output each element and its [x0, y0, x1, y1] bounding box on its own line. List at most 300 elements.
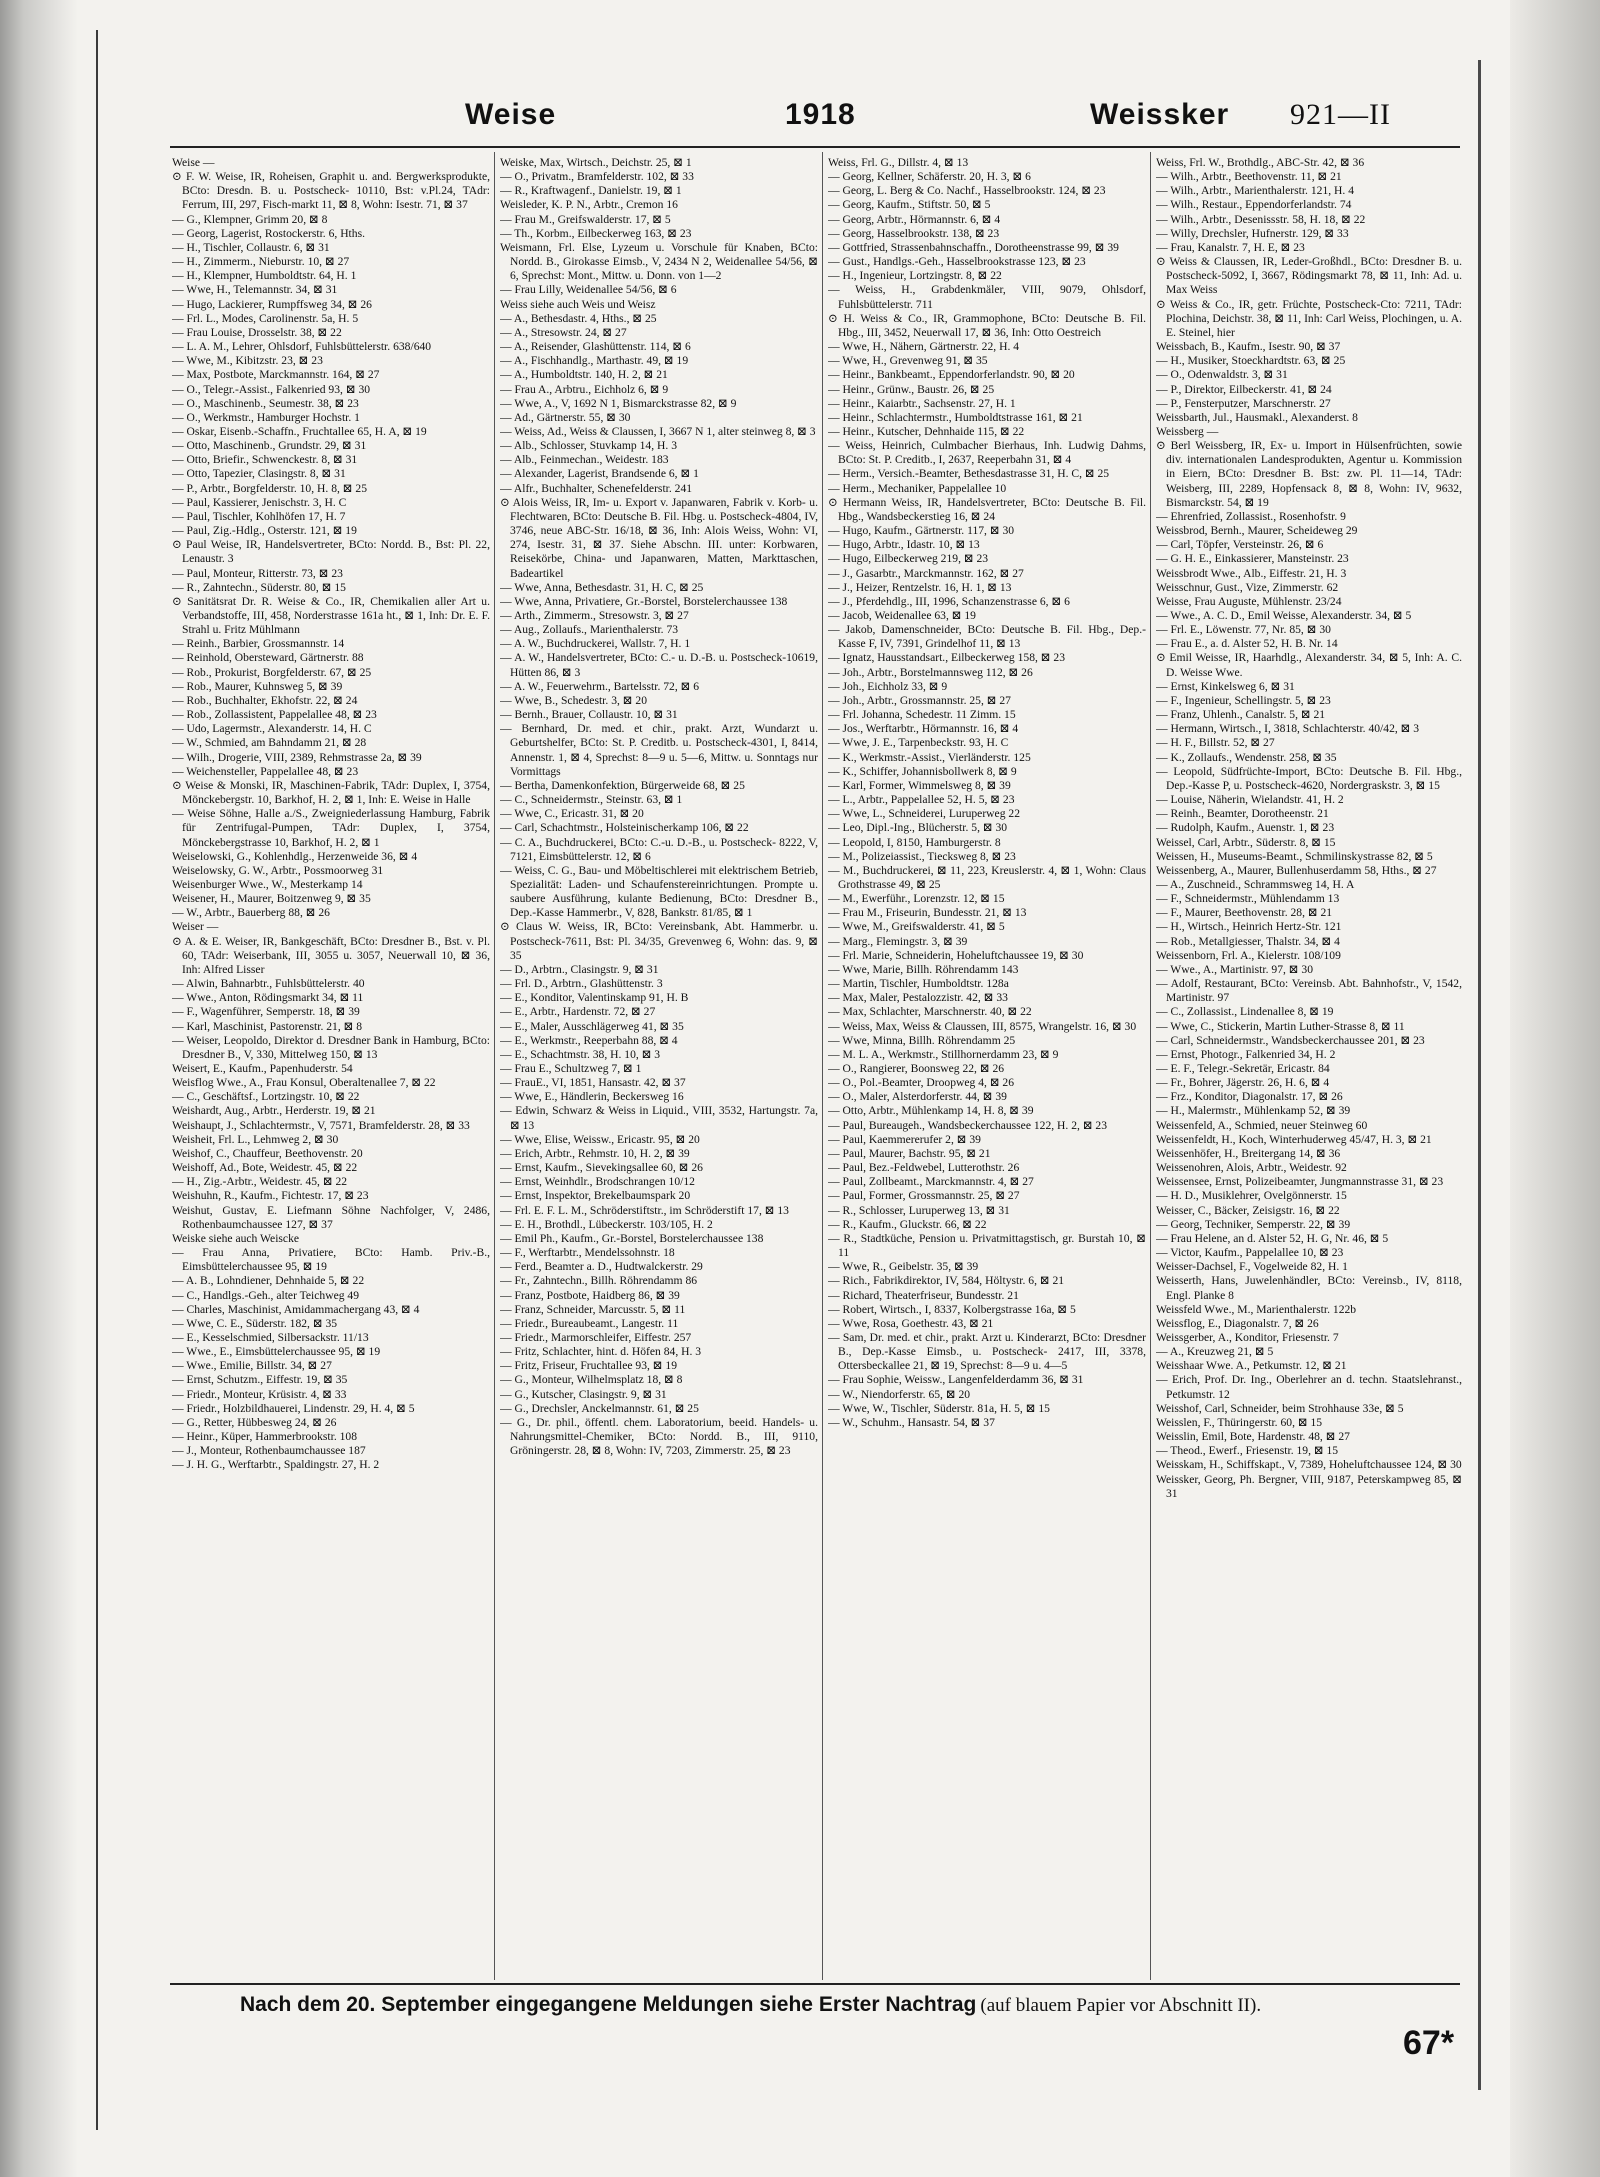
directory-entry: — Paul, Zollbeamt., Marckmannstr. 4, ⊠ 27 — [828, 1175, 1034, 1189]
directory-entry: — A., Bethesdastr. 4, Hths., ⊠ 25 — [500, 311, 657, 325]
directory-entry: — Franz, Postbote, Haidberg 86, ⊠ 39 — [500, 1288, 680, 1302]
directory-entry: — Emil Ph., Kaufm., Gr.-Borstel, Borstelerchaussee 138 — [500, 1231, 764, 1245]
directory-entry: — Wwe, A., V, 1692 N 1, Bismarckstrasse 82, ⊠ 9 — [500, 396, 737, 410]
directory-entry: — Wwe, L., Schneiderei, Luruperweg 22 — [828, 807, 1020, 821]
directory-entry: — A., Fischhandlg., Marthastr. 49, ⊠ 19 — [500, 354, 689, 368]
directory-entry: — Hermann, Wirtsch., I, 3818, Schlachterstr. 40/42, ⊠ 3 — [1156, 722, 1420, 736]
directory-entry: — Alexander, Lagerist, Brandsende 6, ⊠ 1 — [500, 467, 699, 481]
directory-entry: — Theod., Ewerf., Friesenstr. 19, ⊠ 15 — [1156, 1444, 1339, 1458]
directory-entry: — Edwin, Schwarz & Weiss in Liquid., VIII, 3532, Hartungstr. 7a, ⊠ 13 — [500, 1104, 818, 1132]
directory-entry: — Bernh., Brauer, Collaustr. 10, ⊠ 31 — [500, 708, 678, 722]
page-mark: 67* — [1403, 2024, 1455, 2062]
directory-entry: — Wilh., Arbtr., Marienthalerstr. 121, H. 4 — [1156, 184, 1354, 198]
directory-entry: — Carl, Schachtmstr., Holsteinischerkamp 106, ⊠ 22 — [500, 821, 749, 835]
directory-entry: — E. F., Telegr.-Sekretär, Ericastr. 84 — [1156, 1062, 1330, 1075]
directory-entry: — Reinhold, Obersteward, Gärtnerstr. 88 — [172, 651, 364, 665]
directory-entry: — Ignatz, Hausstandsart., Eilbeckerweg 158, ⊠ 23 — [828, 651, 1066, 665]
directory-entry: — O., Pol.-Beamter, Droopweg 4, ⊠ 26 — [828, 1076, 1015, 1090]
directory-entry: — Friedr., Holzbildhauerei, Lindenstr. 29, H. 4, ⊠ 5 — [172, 1401, 415, 1415]
directory-entry: Weishoff, Ad., Bote, Weidestr. 45, ⊠ 22 — [172, 1161, 358, 1175]
directory-entry: — M., Buchdruckerei, ⊠ 11, 223, Kreuslerstr. 4, ⊠ 1, Wohn: Claus Grothstrasse 49, ⊠ 25 — [828, 863, 1146, 891]
directory-entry: — Paul, Tischler, Kohlhöfen 17, H. 7 — [172, 509, 346, 523]
directory-entry: Weiss, Frl. W., Brothdlg., ABC-Str. 42, ⊠ 36 — [1156, 156, 1365, 169]
directory-entry: — J., Gasarbtr., Marckmannstr. 162, ⊠ 27 — [828, 566, 1024, 580]
directory-entry: — Wwe, W., Tischler, Süderstr. 81a, H. 5, ⊠ 15 — [828, 1401, 1050, 1415]
directory-entry: — Rudolph, Kaufm., Auenstr. 1, ⊠ 23 — [1156, 821, 1335, 835]
directory-entry: — Wwe, C., Stickerin, Martin Luther-Strasse 8, ⊠ 11 — [1156, 1019, 1405, 1033]
header-first-name: Weise — [465, 98, 557, 131]
directory-entry: — Karl, Maschinist, Pastorenstr. 21, ⊠ 8 — [172, 1019, 363, 1033]
directory-entry: — Fr., Zahntechn., Billh. Röhrendamm 86 — [500, 1274, 698, 1288]
directory-entry: — A., Kreuzweg 21, ⊠ 5 — [1156, 1345, 1274, 1359]
directory-entry: — Fritz, Schlachter, hint. d. Höfen 84, H. 3 — [500, 1345, 702, 1359]
directory-entry: — G., Retter, Hübbesweg 24, ⊠ 26 — [172, 1415, 337, 1429]
directory-entry: — Weise Söhne, Halle a./S., Zweigniederlassung Hamburg, Fabrik für Zentrifugal-Pumpen, TAdr: Duplex, I, 3754, Mönckebergstrasse 10, Barkhof, H. 2, ⊠ 1 — [172, 807, 490, 849]
directory-entry: — Wwe., A., Martinistr. 97, ⊠ 30 — [1156, 962, 1313, 976]
directory-entry: — E., Kesselschmied, Silbersackstr. 11/13 — [172, 1330, 369, 1344]
directory-entry: — Alfr., Buchhalter, Schenefelderstr. 241 — [500, 481, 693, 495]
directory-entry: — Heinr., Kutscher, Dehnhaide 115, ⊠ 22 — [828, 424, 1025, 438]
directory-entry: — Frau Louise, Drosselstr. 38, ⊠ 22 — [172, 325, 342, 339]
directory-entry: — Heinr., Grünw., Baustr. 26, ⊠ 25 — [828, 382, 995, 396]
directory-entry: — R., Stadtküche, Pension u. Privatmittagstisch, gr. Burstah 10, ⊠ 11 — [828, 1231, 1146, 1260]
directory-entry: — Herm., Versich.-Beamter, Bethesdastrasse 31, H. C, ⊠ 25 — [828, 467, 1110, 481]
directory-entry: — Frau Helene, an d. Alster 52, H. G, Nr. 46, ⊠ 5 — [1156, 1231, 1389, 1245]
directory-entry: — C., Zollassist., Lindenallee 8, ⊠ 19 — [1156, 1005, 1334, 1019]
directory-entry: — G., Dr. phil., öffentl. chem. Laboratorium, beeid. Handels- u. Nahrungsmittel-Chemiker, BCto: Nordd. B., III, 9110, Gröningerstr. 28, ⊠ 8, Wohn: IV, 7203, Zimmerstr. 25, ⊠ 23 — [500, 1415, 818, 1458]
directory-entry: Weissflog, E., Diagonalstr. 7, ⊠ 26 — [1156, 1316, 1319, 1330]
directory-entry: — Ernst, Kaufm., Sievekingsallee 60, ⊠ 26 — [500, 1161, 703, 1175]
directory-entry: — Herm., Mechaniker, Pappelallee 10 — [828, 481, 1007, 495]
directory-entry: — G. H. E., Einkassierer, Mansteinstr. 23 — [1156, 552, 1349, 566]
directory-entry: — C. A., Buchdruckerei, BCto: C.-u. D.-B., u. Postscheck- 8222, V, 7121, Eimsbüttelerstr. 12, ⊠ 6 — [500, 835, 818, 863]
book-spine-shadow — [0, 0, 78, 2177]
directory-entry: — Robert, Wirtsch., I, 8337, Kolbergstrasse 16a, ⊠ 5 — [828, 1302, 1076, 1316]
directory-entry: — G., Monteur, Wilhelmsplatz 18, ⊠ 8 — [500, 1373, 683, 1387]
directory-entry: — A., Humboldtstr. 140, H. 2, ⊠ 21 — [500, 368, 668, 382]
directory-entry: — Erich, Prof. Dr. Ing., Oberlehrer an d. techn. Staatslehranst., Petkumstr. 12 — [1156, 1373, 1462, 1401]
directory-entry: — E. H., Brothdl., Lübeckerstr. 103/105, H. 2 — [500, 1217, 713, 1231]
directory-entry: — Paul, Monteur, Ritterstr. 73, ⊠ 23 — [172, 566, 343, 580]
directory-entry: Weishof, C., Chauffeur, Beethovenstr. 20 — [172, 1146, 363, 1160]
directory-entry: — K., Werkmstr.-Assist., Vierländerstr. 125 — [828, 750, 1031, 764]
directory-entry: — Karl, Former, Wimmelsweg 8, ⊠ 39 — [828, 778, 1011, 792]
directory-entry: — Georg, Kellner, Schäferstr. 20, H. 3, ⊠ 6 — [828, 170, 1031, 184]
directory-entry: — H., Malermstr., Mühlenkamp 52, ⊠ 39 — [1156, 1104, 1351, 1118]
directory-entry: — Wwe., A. C. D., Emil Weisse, Alexanderstr. 34, ⊠ 5 — [1156, 609, 1412, 622]
directory-entry: — Paul, Bureaugeh., Wandsbeckerchaussee 122, H. 2, ⊠ 23 — [828, 1118, 1108, 1132]
directory-entry: — Hugo, Lackierer, Rumpffsweg 34, ⊠ 26 — [172, 297, 372, 311]
directory-entry: — Frau M., Greifswalderstr. 17, ⊠ 5 — [500, 212, 671, 226]
directory-entry: — Ad., Gärtnerstr. 55, ⊠ 30 — [500, 410, 631, 424]
column-1 — [172, 156, 490, 1976]
directory-entry: — Martin, Tischler, Humboldtstr. 128a — [828, 977, 1009, 991]
directory-entry: — Wwe, H., Telemannstr. 34, ⊠ 31 — [172, 283, 338, 297]
directory-entry: — Franz, Schneider, Marcusstr. 5, ⊠ 11 — [500, 1302, 686, 1316]
directory-entry: — O., Maler, Alsterdorferstr. 44, ⊠ 39 — [828, 1090, 1007, 1104]
directory-entry: — Heinr., Küper, Hammerbrookstr. 108 — [172, 1430, 358, 1444]
directory-entry: — Arth., Zimmerm., Stresowstr. 3, ⊠ 27 — [500, 609, 689, 622]
directory-entry: — K., Zollaufs., Wendenstr. 258, ⊠ 35 — [1156, 750, 1337, 764]
directory-entry: Weismann, Frl. Else, Lyzeum u. Vorschule für Knaben, BCto: Nordd. B., Girokasse Eimsb., V, 2434 N 2, Weidenallee 54/56, ⊠ 6, Sprechst: Mont., Mittw. u. Donn. von 1—2 — [500, 240, 818, 283]
directory-entry: — Georg, L. Berg & Co. Nachf., Hasselbrookstr. 124, ⊠ 23 — [828, 184, 1106, 198]
directory-entry: — W., Niendorferstr. 65, ⊠ 20 — [828, 1387, 971, 1401]
directory-entry: — Marg., Flemingstr. 3, ⊠ 39 — [828, 934, 968, 948]
directory-entry: — H., Musiker, Stoeckhardtstr. 63, ⊠ 25 — [1156, 354, 1346, 368]
directory-entry: — Franz, Uhlenh., Canalstr. 5, ⊠ 21 — [1156, 708, 1326, 722]
directory-entry: Weissen, H., Museums-Beamt., Schmilinskystrasse 82, ⊠ 5 — [1156, 849, 1433, 863]
directory-entry: — Otto, Maschinenb., Grundstr. 29, ⊠ 31 — [172, 439, 367, 453]
header-last-name: Weissker — [1090, 98, 1230, 131]
header-year: 1918 — [785, 98, 856, 131]
directory-entry: — Georg, Hasselbrookstr. 138, ⊠ 23 — [828, 226, 1000, 240]
directory-entry: — J., Pferdehdlg., III, 1996, Schanzenstrasse 6, ⊠ 6 — [828, 594, 1070, 608]
directory-entry: Weisser, C., Bäcker, Zeisigstr. 16, ⊠ 22 — [1156, 1203, 1340, 1217]
directory-entry: — L. A. M., Lehrer, Ohlsdorf, Fuhlsbüttelerstr. 638/640 — [172, 340, 432, 354]
directory-entry: — Wwe, Elise, Weissw., Ericastr. 95, ⊠ 20 — [500, 1132, 700, 1146]
directory-entry: — Weichensteller, Pappelallee 48, ⊠ 23 — [172, 764, 359, 778]
directory-entry: Weissbrod, Bernh., Maurer, Scheideweg 29 — [1156, 524, 1358, 538]
directory-entry: — Georg, Techniker, Semperstr. 22, ⊠ 39 — [1156, 1217, 1351, 1231]
directory-entry: — Ehrenfried, Zollassist., Rosenhofstr. 9 — [1156, 509, 1346, 523]
directory-entry: — Friedr., Bureaubeamt., Langestr. 11 — [500, 1316, 679, 1330]
directory-entry: — Heinr., Schlachtermstr., Humboldtstrasse 161, ⊠ 21 — [828, 410, 1083, 424]
directory-entry: — Paul, Kaemmererufer 2, ⊠ 39 — [828, 1132, 981, 1146]
directory-entry: — F., Wagenführer, Semperstr. 18, ⊠ 39 — [172, 1005, 360, 1019]
directory-entry: — Carl, Töpfer, Versteinstr. 26, ⊠ 6 — [1156, 538, 1324, 552]
directory-entry: — A. W., Handelsvertreter, BCto: C.- u. D.-B. u. Postscheck-10619, Hütten 86, ⊠ 3 — [500, 651, 818, 679]
header-rule — [170, 146, 1460, 148]
directory-entry: Weisshof, Carl, Schneider, beim Strohhause 33e, ⊠ 5 — [1156, 1401, 1404, 1415]
directory-entry: — R., Zahntechn., Süderstr. 80, ⊠ 15 — [172, 580, 346, 594]
directory-entry: Weisleder, K. P. N., Arbtr., Cremon 16 — [500, 198, 678, 212]
directory-entry: — Rob., Prokurist, Borgfelderstr. 67, ⊠ 25 — [172, 665, 372, 679]
directory-entry: — A. W., Feuerwehrm., Bartelsstr. 72, ⊠ 6 — [500, 679, 700, 693]
directory-entry: — Max, Postbote, Marckmannstr. 164, ⊠ 27 — [172, 368, 380, 382]
directory-entry: — Wilh., Arbtr., Desenissstr. 58, H. 18, ⊠ 22 — [1156, 212, 1366, 226]
directory-entry: — Jos., Werftarbtr., Hörmannstr. 16, ⊠ 4 — [828, 722, 1019, 736]
directory-entry: — Wwe, C. E., Süderstr. 182, ⊠ 35 — [172, 1316, 338, 1330]
column-separator — [494, 152, 495, 1980]
directory-entry: — P., Direktor, Eilbeckerstr. 41, ⊠ 24 — [1156, 382, 1332, 396]
directory-entry: Weisserth, Hans, Juwelenhändler, BCto: Vereinsb., IV, 8118, Engl. Planke 8 — [1156, 1274, 1462, 1302]
directory-entry: — A. B., Lohndiener, Dehnhaide 5, ⊠ 22 — [172, 1274, 365, 1288]
directory-entry: — Weiser, Leopoldo, Direktor d. Dresdner Bank in Hamburg, BCto: Dresdner B., V, 330, Mittelweg 150, ⊠ 13 — [172, 1033, 490, 1061]
directory-entry: ⊙ Weiss & Claussen, IR, Leder-Großhdl., BCto: Dresdner B. u. Postscheck-5092, I, 3667, Rödingsmarkt 78, ⊠ 11, Inh: Ad. u. Max Weiss — [1156, 255, 1462, 297]
directory-entry: — C., Geschäftsf., Lortzingstr. 10, ⊠ 22 — [172, 1090, 360, 1104]
directory-entry: — Wwe, Minna, Billh. Röhrendamm 25 — [828, 1033, 1016, 1047]
header-page-number: 921—II — [1290, 98, 1391, 131]
column-separator — [822, 152, 823, 1980]
directory-entry: — Paul, Zig.-Hdlg., Osterstr. 121, ⊠ 19 — [172, 524, 357, 538]
directory-entry: Weishardt, Aug., Arbtr., Herderstr. 19, ⊠ 21 — [172, 1104, 376, 1118]
directory-entry: — O., Privatm., Bramfelderstr. 102, ⊠ 33 — [500, 170, 694, 184]
directory-entry: — Joh., Arbtr., Grossmannstr. 25, ⊠ 27 — [828, 693, 1011, 707]
directory-entry: — J., Monteur, Rothenbaumchaussee 187 — [172, 1444, 366, 1458]
directory-entry: — E., Schachtmstr. 38, H. 10, ⊠ 3 — [500, 1047, 661, 1061]
directory-entry: — Wwe, J. E., Tarpenbeckstr. 93, H. C — [828, 736, 1009, 750]
directory-entry: — K., Schiffer, Johannisbollwerk 8, ⊠ 9 — [828, 764, 1017, 778]
directory-entry: — Ferd., Beamter a. D., Hudtwalckerstr. 29 — [500, 1260, 703, 1274]
directory-entry: — Georg, Kaufm., Stiftstr. 50, ⊠ 5 — [828, 198, 991, 212]
directory-entry: — Ernst, Kinkelsweg 6, ⊠ 31 — [1156, 679, 1295, 693]
directory-entry: — Erich, Arbtr., Rehmstr. 10, H. 2, ⊠ 39 — [500, 1146, 690, 1160]
directory-entry: — O., Rangierer, Boonsweg 22, ⊠ 26 — [828, 1062, 1005, 1075]
directory-entry: — FrauE., VI, 1851, Hansastr. 42, ⊠ 37 — [500, 1076, 686, 1090]
directory-entry: — Richard, Theaterfriseur, Bundesstr. 21 — [828, 1288, 1019, 1302]
directory-entry: — Th., Korbm., Eilbeckerweg 163, ⊠ 23 — [500, 226, 692, 240]
directory-entry: — Weiss, Ad., Weiss & Claussen, I, 3667 N 1, alter steinweg 8, ⊠ 3 — [500, 424, 816, 438]
directory-entry: Weissensee, Ernst, Polizeibeamter, Jungmannstrasse 31, ⊠ 23 — [1156, 1175, 1444, 1189]
directory-entry: — Fr., Bohrer, Jägerstr. 26, H. 6, ⊠ 4 — [1156, 1076, 1330, 1090]
directory-entry: — E., Werkmstr., Reeperbahn 88, ⊠ 4 — [500, 1033, 678, 1047]
directory-entry: — Wwe, M., Greifswalderstr. 41, ⊠ 5 — [828, 920, 1005, 934]
directory-entry: — Frau M., Friseurin, Bundesstr. 21, ⊠ 13 — [828, 906, 1027, 920]
directory-entry: ⊙ Hermann Weiss, IR, Handelsvertreter, BCto: Deutsche B. Fil. Hbg., Wandsbeckerstieg 16, ⊠ 24 — [828, 495, 1146, 523]
binding-edge — [96, 30, 98, 2130]
directory-entry: — Paul, Bez.-Feldwebel, Lutterothstr. 26 — [828, 1161, 1020, 1175]
directory-entry: Weishuhn, R., Kaufm., Fichtestr. 17, ⊠ 23 — [172, 1189, 369, 1203]
directory-entry: — Alb., Feinmechan., Weidestr. 183 — [500, 453, 669, 467]
directory-entry: ⊙ Sanitätsrat Dr. R. Weise & Co., IR, Chemikalien aller Art u. Verbandstoffe, III, 458, Norderstrasse 161a ht., ⊠ 1, Inh: Dr. E. F. Strahl u. Fritz Mühlmann — [172, 594, 490, 637]
directory-entry: ⊙ Alois Weiss, IR, Im- u. Export v. Japanwaren, Fabrik v. Korb- u. Flechtwaren, BCto: Deutsche B. Fil. Hbg. u. Postscheck-4804, IV, 3746, neue ABC-Str. 16/18, ⊠ 36, Inh: Alois Weiss, Wohn: VI, 274, Isestr. 31, ⊠ 37. Siehe Abschn. III. unter: Korbwaren, Reisekörbe, China- und Japanwaren, Matten, Markttaschen, Badeartikel — [500, 495, 818, 580]
directory-entry: — Reinh., Beamter, Dorotheenstr. 21 — [1156, 807, 1329, 821]
directory-entry: — Frz., Konditor, Diagonalstr. 17, ⊠ 26 — [1156, 1090, 1343, 1104]
directory-entry: — C., Handlgs.-Geh., alter Teichweg 49 — [172, 1288, 360, 1302]
directory-entry: — Hugo, Eilbeckerweg 219, ⊠ 23 — [828, 552, 989, 566]
directory-entry: Weisert, E., Kaufm., Papenhuderstr. 54 — [172, 1062, 353, 1075]
directory-entry: — Jacob, Weidenallee 63, ⊠ 19 — [828, 609, 976, 622]
directory-entry: Weisener, H., Maurer, Boitzenweg 9, ⊠ 35 — [172, 892, 371, 906]
directory-entry: — R., Kaufm., Gluckstr. 66, ⊠ 22 — [828, 1217, 987, 1231]
directory-entry: — Paul, Kassierer, Jenischstr. 3, H. C — [172, 495, 347, 509]
directory-entry: — Wwe, M., Kibitzstr. 23, ⊠ 23 — [172, 354, 323, 368]
directory-entry: Weissgerber, A., Konditor, Friesenstr. 7 — [1156, 1330, 1339, 1344]
directory-entry: — Frl. D., Arbtrn., Glashüttenstr. 3 — [500, 977, 663, 991]
directory-entry: — F., Ingenieur, Schellingstr. 5, ⊠ 23 — [1156, 693, 1331, 707]
directory-entry: Weissenberg, A., Maurer, Bullenhuserdamm 58, Hths., ⊠ 27 — [1156, 863, 1437, 877]
directory-entry: — Leo, Dipl.-Ing., Blücherstr. 5, ⊠ 30 — [828, 821, 1008, 835]
page-edge — [1478, 60, 1481, 2090]
directory-entry: — A., Stresowstr. 24, ⊠ 27 — [500, 325, 627, 339]
directory-entry: Weisse, Frau Auguste, Mühlenstr. 23/24 — [1156, 594, 1342, 608]
directory-entry: — Victor, Kaufm., Pappelallee 10, ⊠ 23 — [1156, 1246, 1344, 1260]
directory-entry: — M., Ewerführ., Lorenzstr. 12, ⊠ 15 — [828, 892, 1005, 906]
directory-entry: — Georg, Lagerist, Rostockerstr. 6, Hths. — [172, 226, 365, 240]
directory-entry: — Wwe, H., Grevenweg 91, ⊠ 35 — [828, 354, 988, 368]
directory-entry: Weissenborn, Frl. A., Kielerstr. 108/109 — [1156, 948, 1341, 962]
directory-entry: — Otto, Briefir., Schwenckestr. 8, ⊠ 31 — [172, 453, 358, 467]
directory-entry: — Aug., Zollaufs., Marienthalerstr. 73 — [500, 623, 679, 637]
directory-entry: Weiske siehe auch Weiscke — [172, 1231, 300, 1245]
directory-entry: — Paul, Maurer, Bachstr. 95, ⊠ 21 — [828, 1146, 991, 1160]
directory-entry: — Alb., Schlosser, Stuvkamp 14, H. 3 — [500, 439, 677, 453]
directory-entry: — Ernst, Photogr., Falkenried 34, H. 2 — [1156, 1047, 1336, 1061]
directory-entry: — Frau E., a. d. Alster 52, H. B. Nr. 14 — [1156, 637, 1338, 651]
directory-entry: — Leopold, I, 8150, Hamburgerstr. 8 — [828, 835, 1001, 849]
directory-entry: Weissbrodt Wwe., Alb., Eiffestr. 21, H. 3 — [1156, 566, 1347, 580]
directory-entry: — L., Arbtr., Pappelallee 52, H. 5, ⊠ 23 — [828, 793, 1015, 807]
directory-entry: — H. F., Billstr. 52, ⊠ 27 — [1156, 736, 1275, 750]
directory-entry: — Jakob, Damenschneider, BCto: Deutsche B. Fil. Hbg., Dep.-Kasse F, IV, 7391, Grindelhof 11, ⊠ 13 — [828, 623, 1146, 651]
directory-entry: Weisslen, F., Thüringerstr. 60, ⊠ 15 — [1156, 1415, 1323, 1429]
directory-entry: ⊙ F. W. Weise, IR, Roheisen, Graphit u. and. Bergwerksprodukte, BCto: Dresdn. B. u. Postscheck- 10110, Bst: v.Pl.24, TAdr: Ferrum, III, 297, Fisch-markt 11, ⊠ 8, Wohn: Isestr. 71, ⊠ 37 — [172, 170, 490, 212]
directory-entry: — Adolf, Restaurant, BCto: Vereinsb. Abt. Bahnhofstr., V, 1542, Martinistr. 97 — [1156, 977, 1462, 1005]
directory-entry: — Georg, Arbtr., Hörmannstr. 6, ⊠ 4 — [828, 212, 1001, 226]
column-4 — [1156, 156, 1462, 1976]
directory-entry: — M. L. A., Werkmstr., Stillhornerdamm 23, ⊠ 9 — [828, 1047, 1059, 1061]
directory-entry: — Sam, Dr. med. et chir., prakt. Arzt u. Kinderarzt, BCto: Dresdner B., Dep.-Kasse Eimsb., u. Postscheck- 2417, III, 3378, Ottersbeckallee 21, ⊠ 19, Sprechst: 8—9 u. 4—5 — [828, 1330, 1146, 1373]
directory-entry: — Fritz, Friseur, Fruchtallee 93, ⊠ 19 — [500, 1359, 678, 1373]
directory-entry: — Wwe, E., Händlerin, Beckersweg 16 — [500, 1090, 684, 1104]
directory-entry: ⊙ Emil Weisse, IR, Haarhdlg., Alexanderstr. 34, ⊠ 5, Inh: A. C. D. Weisse Wwe. — [1156, 651, 1462, 679]
directory-entry: Weissenhöfer, H., Breitergang 14, ⊠ 36 — [1156, 1146, 1341, 1160]
directory-entry: — F., Schneidermstr., Mühlendamm 13 — [1156, 892, 1340, 906]
directory-entry: — R., Kraftwagenf., Danielstr. 19, ⊠ 1 — [500, 184, 682, 198]
directory-entry: — A., Reisender, Glashüttenstr. 114, ⊠ 6 — [500, 340, 691, 354]
column-3 — [828, 156, 1146, 1976]
directory-entry: — O., Odenwaldstr. 3, ⊠ 31 — [1156, 368, 1288, 382]
directory-entry: — Wwe, Anna, Privatiere, Gr.-Borstel, Borstelerchaussee 138 — [500, 594, 788, 608]
directory-entry: ⊙ Claus W. Weiss, IR, BCto: Vereinsbank, Abt. Hammerbr. u. Postscheck-7611, Bst: Pl. 34/35, Grevenweg 6, Wohn: das. 9, ⊠ 35 — [500, 920, 818, 962]
directory-entry: — Weiss, C. G., Bau- und Möbeltischlerei mit elektrischem Betrieb, Spezialität: Laden- und Schaufenstereinrichtungen. Prompte u. saubere Ausführung, kulante Bedienung, BCto: Dresdner B., Dep.-Kasse Hammerbr., V, 828, Bankstr. 81/85, ⊠ 1 — [500, 863, 818, 920]
directory-entry: ⊙ A. & E. Weiser, IR, Bankgeschäft, BCto: Dresdner B., Bst. v. Pl. 60, TAdr: Weiserbank, III, 3055 u. 3057, Neuerwall 10, ⊠ 36, Inh: Alfred Lisser — [172, 934, 490, 976]
directory-entry: Weissel, Carl, Arbtr., Süderstr. 8, ⊠ 15 — [1156, 835, 1336, 849]
directory-entry: — G., Drechsler, Anckelmannstr. 61, ⊠ 25 — [500, 1401, 699, 1415]
directory-entry: — Max, Schlachter, Marschnerstr. 40, ⊠ 22 — [828, 1005, 1032, 1019]
directory-entry: — Leopold, Südfrüchte-Import, BCto: Deutsche B. Fil. Hbg., Dep.-Kasse P, u. Postscheck-4620, Nordergraskstr. 3, ⊠ 15 — [1156, 764, 1462, 792]
directory-entry: — F., Maurer, Beethovenstr. 28, ⊠ 21 — [1156, 906, 1333, 920]
directory-entry: — Wwe, Marie, Billh. Röhrendamm 143 — [828, 962, 1019, 976]
directory-entry: — Ernst, Schutzm., Eiffestr. 19, ⊠ 35 — [172, 1373, 348, 1387]
directory-entry: — Paul, Former, Grossmannstr. 25, ⊠ 27 — [828, 1189, 1020, 1203]
directory-entry: Weiss siehe auch Weis und Weisz — [500, 297, 656, 311]
directory-entry: Weishut, Gustav, E. Liefmann Söhne Nachfolger, V, 2486, Rothenbaumchaussee 127, ⊠ 37 — [172, 1203, 490, 1231]
directory-entry: — W., Arbtr., Bauerberg 88, ⊠ 26 — [172, 906, 330, 920]
directory-entry: — H., Tischler, Collaustr. 6, ⊠ 31 — [172, 240, 330, 254]
directory-entry: — Heinr., Kaiarbtr., Sachsenstr. 27, H. 1 — [828, 396, 1016, 410]
directory-entry: — P., Fensterputzer, Marschnerstr. 27 — [1156, 396, 1331, 410]
directory-entry: — Hugo, Kaufm., Gärtnerstr. 117, ⊠ 30 — [828, 524, 1015, 538]
directory-entry: — Rob., Buchhalter, Ekhofstr. 22, ⊠ 24 — [172, 693, 358, 707]
directory-entry: ⊙ Weiss & Co., IR, getr. Früchte, Postscheck-Cto: 7211, TAdr: Plochina, Deichstr. 38, ⊠ 11, Inh: Carl Weiss, Plochingen, u. A. E. Steinel, hier — [1156, 297, 1462, 339]
directory-entry: Weisflog Wwe., A., Frau Konsul, Oberaltenallee 7, ⊠ 22 — [172, 1076, 436, 1090]
directory-entry: — P., Arbtr., Borgfelderstr. 10, H. 8, ⊠ 25 — [172, 481, 367, 495]
directory-entry: — Wilh., Arbtr., Beethovenstr. 11, ⊠ 21 — [1156, 170, 1342, 184]
directory-entry: — Wilh., Restaur., Eppendorferlandstr. 74 — [1156, 198, 1352, 212]
directory-entry: — Gottfried, Strassenbahnschaffn., Dorotheenstrasse 99, ⊠ 39 — [828, 240, 1119, 254]
directory-entry: — Willy, Drechsler, Hufnerstr. 129, ⊠ 33 — [1156, 226, 1349, 240]
directory-entry: — Wwe., Emilie, Billstr. 34, ⊠ 27 — [172, 1359, 332, 1373]
directory-entry: — H., Zig.-Arbtr., Weidestr. 45, ⊠ 22 — [172, 1175, 348, 1189]
page-edge-shadow — [1510, 0, 1600, 2177]
directory-entry: Weissbach, B., Kaufm., Isestr. 90, ⊠ 37 — [1156, 340, 1341, 354]
directory-entry: Weisshaar Wwe. A., Petkumstr. 12, ⊠ 21 — [1156, 1359, 1347, 1373]
directory-entry: Weiser — — [172, 920, 219, 934]
directory-entry: — Rob., Metallgiesser, Thalstr. 34, ⊠ 4 — [1156, 934, 1340, 948]
column-separator — [1150, 152, 1151, 1980]
directory-entry: — Weiss, Max, Weiss & Claussen, III, 8575, Wrangelstr. 16, ⊠ 30 — [828, 1019, 1137, 1033]
directory-entry: ⊙ Berl Weissberg, IR, Ex- u. Import in Hülsenfrüchten, sowie div. internationalen Landesprodukten, Agentur u. Kommission in Eiern, BCto: Dresdner B. Bst: zw. Pl. 11—14, TAdr: Weisberg, III, 2289, Hopfensack 8, ⊠ 8, Wohn: IV, 9632, Bismarckstr. 54, ⊠ 19 — [1156, 439, 1462, 509]
directory-entry: Weiske, Max, Wirtsch., Deichstr. 25, ⊠ 1 — [500, 156, 692, 169]
directory-entry: — O., Werkmstr., Hamburger Hochstr. 1 — [172, 410, 360, 424]
directory-entry: — Frau, Kanalstr. 7, H. E, ⊠ 23 — [1156, 240, 1305, 254]
directory-entry: Weissker, Georg, Ph. Bergner, VIII, 9187, Peterskampweg 85, ⊠ 31 — [1156, 1472, 1462, 1500]
running-header — [160, 98, 1460, 142]
directory-entry: — Rich., Fabrikdirektor, IV, 584, Höltystr. 6, ⊠ 21 — [828, 1274, 1065, 1288]
directory-entry: — Gust., Handlgs.-Geh., Hasselbrookstrasse 123, ⊠ 23 — [828, 255, 1086, 269]
directory-entry: — R., Schlosser, Luruperweg 13, ⊠ 31 — [828, 1203, 1010, 1217]
footer-rule — [170, 1983, 1460, 1985]
directory-entry: — Frl. Johanna, Schedestr. 11 Zimm. 15 — [828, 708, 1016, 722]
directory-entry: — Wwe., E., Eimsbüttelerchaussee 95, ⊠ 19 — [172, 1345, 381, 1359]
directory-entry: — Wilh., Drogerie, VIII, 2389, Rehmstrasse 2a, ⊠ 39 — [172, 750, 422, 764]
directory-entry: — E., Arbtr., Hardenstr. 72, ⊠ 27 — [500, 1005, 656, 1019]
directory-entry: — Frau Lilly, Weidenallee 54/56, ⊠ 6 — [500, 283, 677, 297]
directory-entry: — W., Schuhm., Hansastr. 54, ⊠ 37 — [828, 1415, 995, 1429]
directory-entry: — Wwe, Rosa, Goethestr. 43, ⊠ 21 — [828, 1316, 994, 1330]
directory-entry: — Max, Maler, Pestalozzistr. 42, ⊠ 33 — [828, 991, 1008, 1005]
directory-entry: — Friedr., Monteur, Krüsistr. 4, ⊠ 33 — [172, 1387, 347, 1401]
directory-entry: — Wwe, H., Nähern, Gärtnerstr. 22, H. 4 — [828, 340, 1020, 354]
directory-entry: — O., Maschinenb., Seumestr. 38, ⊠ 23 — [172, 396, 359, 410]
directory-entry: — A., Zuschneid., Schrammsweg 14, H. A — [1156, 877, 1355, 891]
directory-entry: — Wwe, B., Schedestr. 3, ⊠ 20 — [500, 693, 647, 707]
directory-entry: — Weiss, Heinrich, Culmbacher Bierhaus, Inh. Ludwig Dahms, BCto: St. P. Creditb., I, 2637, Reeperbahn 31, ⊠ 4 — [828, 439, 1146, 467]
column-2 — [500, 156, 818, 1976]
directory-entry: — H., Ingenieur, Lortzingstr. 8, ⊠ 22 — [828, 269, 1002, 283]
directory-entry: Weise — — [172, 156, 215, 169]
directory-entry: — Bertha, Damenkonfektion, Bürgerweide 68, ⊠ 25 — [500, 778, 745, 792]
directory-entry: — Oskar, Eisenb.-Schaffn., Fruchtallee 65, H. A, ⊠ 19 — [172, 424, 427, 438]
directory-entry: Weissenfeldt, H., Koch, Winterhuderweg 45/47, H. 3, ⊠ 21 — [1156, 1132, 1432, 1146]
directory-entry: Weisenburger Wwe., W., Mesterkamp 14 — [172, 877, 363, 891]
directory-entry: — Louise, Näherin, Wielandstr. 41, H. 2 — [1156, 793, 1344, 807]
directory-entry: Weissberg — — [1156, 424, 1219, 438]
directory-entry: — Wwe., Anton, Rödingsmarkt 34, ⊠ 11 — [172, 991, 364, 1005]
directory-entry: Weisschnur, Gust., Vize, Zimmerstr. 62 — [1156, 580, 1339, 594]
directory-entry: — G., Kutscher, Clasingstr. 9, ⊠ 31 — [500, 1387, 667, 1401]
directory-entry: — Weiss, H., Grabdenkmäler, VIII, 9079, Ohlsdorf, Fuhlsbüttelerstr. 711 — [828, 283, 1146, 311]
directory-entry: — Joh., Arbtr., Borstelmannsweg 112, ⊠ 26 — [828, 665, 1033, 679]
directory-entry: — Frl. Marie, Schneiderin, Hoheluftchaussee 19, ⊠ 30 — [828, 948, 1084, 962]
directory-entry: Weiselowsky, G. W., Arbtr., Possmoorweg 31 — [172, 863, 384, 877]
footer-main-text: Nach dem 20. September eingegangene Meldungen siehe Erster Nachtrag — [240, 1993, 977, 2016]
directory-entry: — H., Zimmerm., Nieburstr. 10, ⊠ 27 — [172, 255, 350, 269]
directory-entry: — Otto, Arbtr., Mühlenkamp 14, H. 8, ⊠ 39 — [828, 1104, 1034, 1118]
directory-entry: — G., Klempner, Grimm 20, ⊠ 8 — [172, 212, 328, 226]
directory-entry: — Carl, Schneidermstr., Wandsbeckerchaussee 201, ⊠ 23 — [1156, 1033, 1425, 1047]
directory-entry: — Charles, Maschinist, Amidammachergang 43, ⊠ 4 — [172, 1302, 420, 1316]
directory-entry: — C., Schneidermstr., Steinstr. 63, ⊠ 1 — [500, 793, 683, 807]
footer-notice — [240, 1993, 1490, 2017]
directory-entry: — J. H. G., Werftarbtr., Spaldingstr. 27, H. 2 — [172, 1458, 380, 1472]
directory-entry: Weisheit, Frl. L., Lehmweg 2, ⊠ 30 — [172, 1132, 339, 1146]
directory-entry: — F., Werftarbtr., Mendelssohnstr. 18 — [500, 1246, 675, 1260]
directory-entry: — H. D., Musiklehrer, Ovelgönnerstr. 15 — [1156, 1189, 1347, 1203]
directory-entry: Weissenfeld, A., Schmied, neuer Steinweg 60 — [1156, 1118, 1368, 1132]
directory-entry: — O., Telegr.-Assist., Falkenried 93, ⊠ 30 — [172, 382, 371, 396]
directory-entry: — Joh., Eichholz 33, ⊠ 9 — [828, 679, 948, 693]
directory-entry: — W., Schmied, am Bahndamm 21, ⊠ 28 — [172, 736, 367, 750]
directory-entry: — Rob., Maurer, Kuhnsweg 5, ⊠ 39 — [172, 679, 343, 693]
directory-entry: — Frau A., Arbtru., Eichholz 6, ⊠ 9 — [500, 382, 669, 396]
directory-entry: — J., Heizer, Rentzelstr. 16, H. 1, ⊠ 13 — [828, 580, 1012, 594]
directory-entry: — Wwe, C., Ericastr. 31, ⊠ 20 — [500, 807, 644, 821]
directory-entry: Weissenohren, Alois, Arbtr., Weidestr. 92 — [1156, 1161, 1347, 1175]
directory-entry: — Wwe, Anna, Bethesdastr. 31, H. C, ⊠ 25 — [500, 580, 704, 594]
directory-entry: — Frau Sophie, Weissw., Langenfelderdamm 36, ⊠ 31 — [828, 1373, 1084, 1387]
